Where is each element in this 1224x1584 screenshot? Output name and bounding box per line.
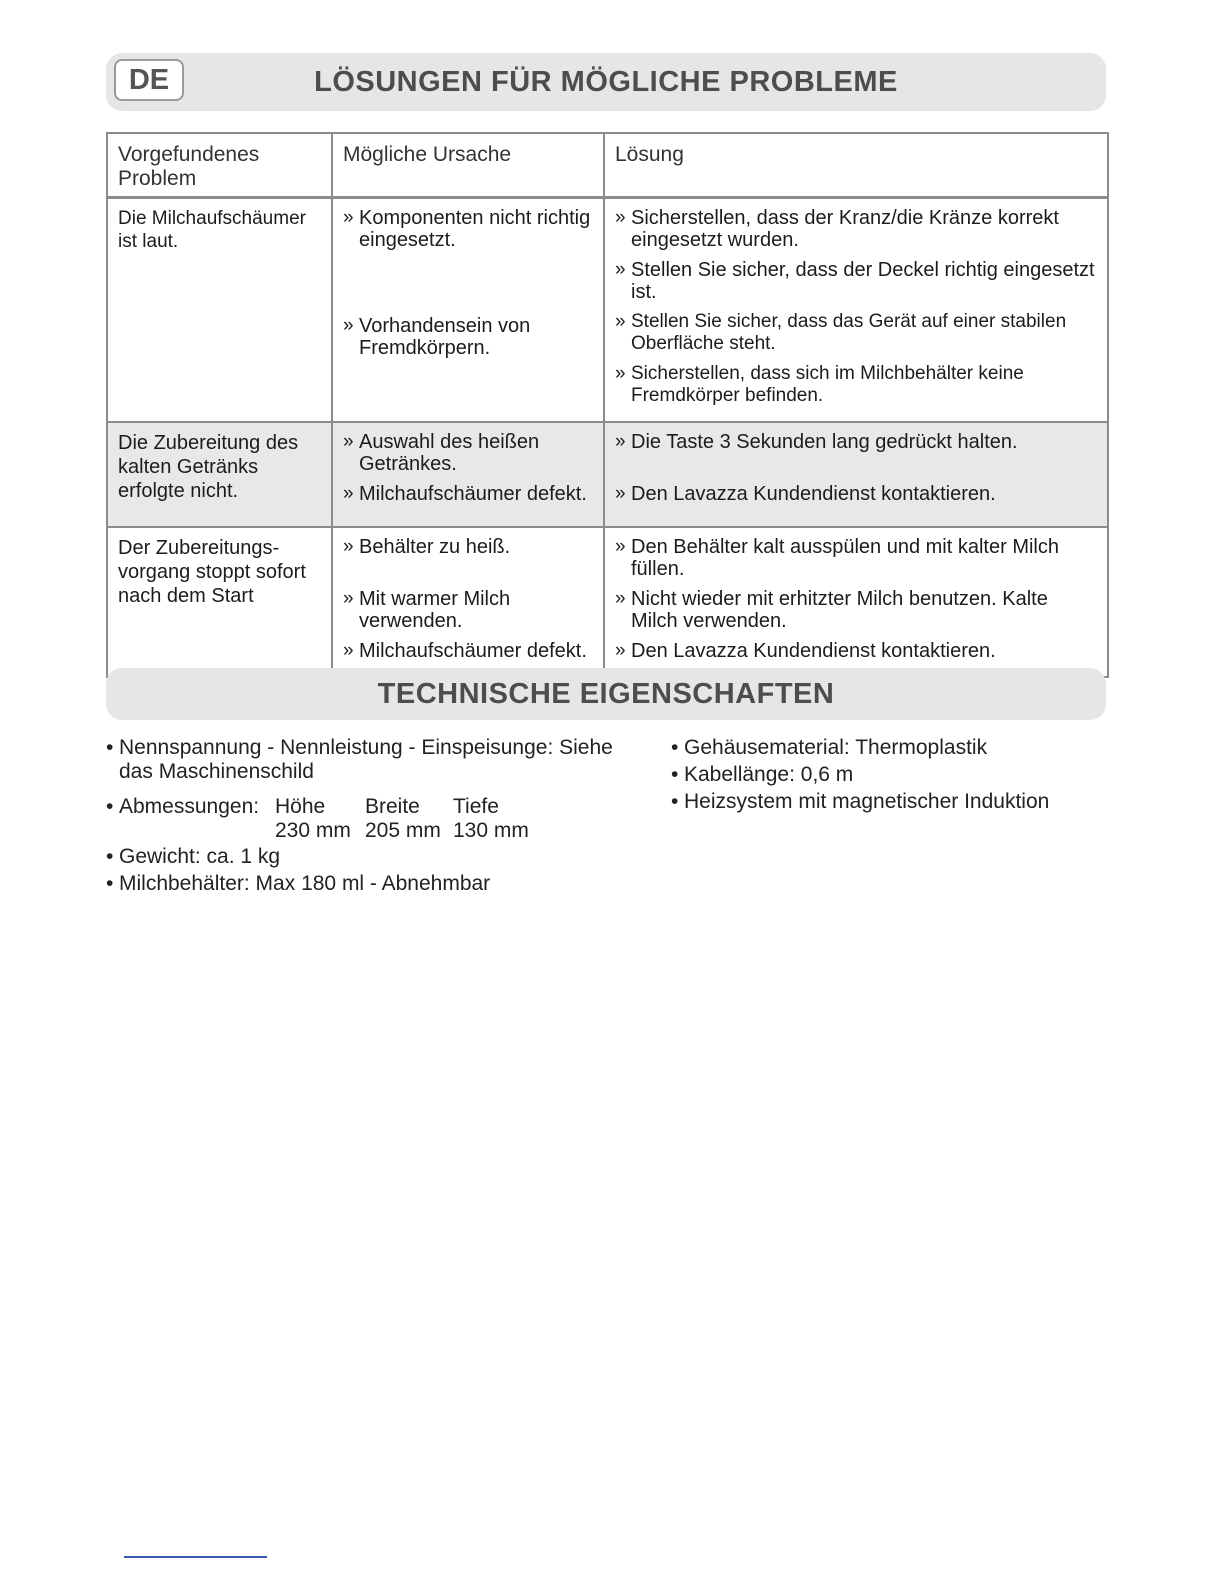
cause-cell — [332, 198, 604, 423]
dim-value-width: 205 mm — [365, 819, 441, 842]
column-header-problem: Vorgefundenes Problem — [107, 133, 332, 198]
spec-text: Milchbehälter: Max 180 ml - Abnehmbar — [119, 872, 491, 895]
dim-value-depth: 130 mm — [453, 819, 529, 842]
solution-cell — [604, 527, 1108, 677]
dim-value-height: 230 mm — [275, 819, 351, 842]
spec-text: Heizsystem mit magnetischer Induktion — [684, 790, 1050, 813]
quote-marker: » — [343, 483, 354, 504]
solution-item — [615, 640, 1097, 662]
quote-marker: » — [615, 640, 626, 661]
cause-cell — [332, 527, 604, 677]
spec-text: Nennspannung - Nennleistung - Einspeisunge: Siehe das Maschinenschild — [119, 736, 613, 783]
spec-item-voltage — [106, 736, 626, 784]
bullet-marker: • — [106, 872, 114, 895]
solution-item — [615, 536, 1097, 580]
cause-text: Milchaufschäumer defekt. — [359, 483, 587, 505]
quote-marker: » — [615, 363, 626, 384]
problem-cell: Die Zubereitung des kalten Getränks erfolgte nicht. — [107, 422, 332, 527]
cause-item — [343, 588, 593, 632]
solution-item — [615, 259, 1097, 303]
solution-item — [615, 363, 1097, 407]
solution-text: Den Lavazza Kundendienst kontaktieren. — [631, 640, 996, 662]
spec-item-dimensions — [106, 795, 626, 843]
cause-text: Vorhandensein von Fremdkörpern. — [359, 315, 531, 359]
solution-cell — [604, 198, 1108, 423]
tech-specs-left — [106, 736, 626, 899]
dimensions-label: Abmessungen: — [119, 795, 260, 818]
solution-cell — [604, 422, 1108, 527]
quote-marker: » — [615, 588, 626, 609]
cause-item — [343, 483, 593, 505]
spec-text: Gehäusematerial: Thermoplastik — [684, 736, 988, 759]
quote-marker: » — [615, 311, 626, 332]
solution-item — [615, 431, 1097, 453]
bullet-marker: • — [671, 763, 679, 786]
spec-text: Kabellänge: 0,6 m — [684, 763, 854, 786]
solution-text: Stellen Sie sicher, dass das Gerät auf einer stabilen Oberfläche steht. — [631, 311, 1067, 354]
quote-marker: » — [343, 536, 354, 557]
spec-item-housing — [671, 736, 1111, 760]
spec-item-cable — [671, 763, 1111, 787]
table-row — [107, 422, 1108, 527]
table-header-row — [107, 133, 1108, 198]
bullet-marker: • — [106, 845, 114, 868]
bullet-marker: • — [106, 795, 114, 818]
cause-text: Komponenten nicht richtig eingesetzt. — [359, 207, 591, 251]
dim-spacer — [119, 819, 275, 843]
solution-text: Sicherstellen, dass der Kranz/die Kränze korrekt eingesetzt wurden. — [631, 207, 1059, 251]
quote-marker: » — [343, 315, 354, 336]
language-badge: DE — [114, 59, 184, 101]
solution-item — [615, 311, 1097, 355]
quote-marker: » — [343, 640, 354, 661]
cause-text: Milchaufschäumer defekt. — [359, 640, 587, 662]
problem-cell: Der Zubereitungs-vorgang stoppt sofort nach dem Start — [107, 527, 332, 677]
section-header-technical — [106, 668, 1106, 720]
solution-text: Stellen Sie sicher, dass der Deckel richtig eingesetzt ist. — [631, 259, 1095, 303]
solution-text: Den Behälter kalt ausspülen und mit kalter Milch füllen. — [631, 536, 1059, 580]
table-row — [107, 527, 1108, 677]
cause-item — [343, 207, 593, 251]
column-header-cause: Mögliche Ursache — [332, 133, 604, 198]
cause-item — [343, 315, 593, 359]
cause-text: Behälter zu heiß. — [359, 536, 511, 558]
cause-cell — [332, 422, 604, 527]
cause-text: Auswahl des heißen Getränkes. — [359, 431, 540, 475]
spec-item-milk-container — [106, 872, 626, 896]
section-title-troubleshooting: LÖSUNGEN FÜR MÖGLICHE PROBLEME — [314, 65, 898, 98]
bullet-marker: • — [671, 736, 679, 759]
problem-cell: Die Milchaufschäumer ist laut. — [107, 198, 332, 423]
section-title-technical: TECHNISCHE EIGENSCHAFTEN — [377, 677, 835, 710]
solution-text: Die Taste 3 Sekunden lang gedrückt halten. — [631, 431, 1018, 453]
bullet-marker: • — [106, 736, 114, 759]
solution-text: Sicherstellen, dass sich im Milchbehälter keine Fremdkörper befinden. — [631, 363, 1024, 406]
solution-text: Nicht wieder mit erhitzter Milch benutzen. Kalte Milch verwenden. — [631, 588, 1048, 632]
table-row — [107, 198, 1108, 423]
dimensions-grid — [119, 795, 626, 843]
solution-item — [615, 483, 1097, 505]
solution-item — [615, 588, 1097, 632]
troubleshooting-table — [106, 132, 1109, 678]
spec-item-weight — [106, 845, 626, 869]
spec-item-heating — [671, 790, 1111, 814]
quote-marker: » — [343, 431, 354, 452]
quote-marker: » — [343, 207, 354, 228]
solution-text: Den Lavazza Kundendienst kontaktieren. — [631, 483, 996, 505]
spec-text: Gewicht: ca. 1 kg — [119, 845, 281, 868]
footer-line — [124, 1556, 267, 1558]
cause-item — [343, 431, 593, 475]
quote-marker: » — [615, 431, 626, 452]
tech-specs-right — [671, 736, 1111, 817]
dim-header-height: Höhe — [275, 795, 326, 818]
quote-marker: » — [615, 483, 626, 504]
dim-header-depth: Tiefe — [453, 795, 499, 818]
bullet-marker: • — [671, 790, 679, 813]
solution-item — [615, 207, 1097, 251]
section-header-troubleshooting — [106, 53, 1106, 111]
cause-text: Mit warmer Milch verwenden. — [359, 588, 511, 632]
quote-marker: » — [615, 207, 626, 228]
quote-marker: » — [615, 536, 626, 557]
cause-item — [343, 640, 593, 662]
cause-item — [343, 536, 593, 558]
dim-header-width: Breite — [365, 795, 420, 818]
quote-marker: » — [343, 588, 354, 609]
quote-marker: » — [615, 259, 626, 280]
column-header-solution: Lösung — [604, 133, 1108, 198]
